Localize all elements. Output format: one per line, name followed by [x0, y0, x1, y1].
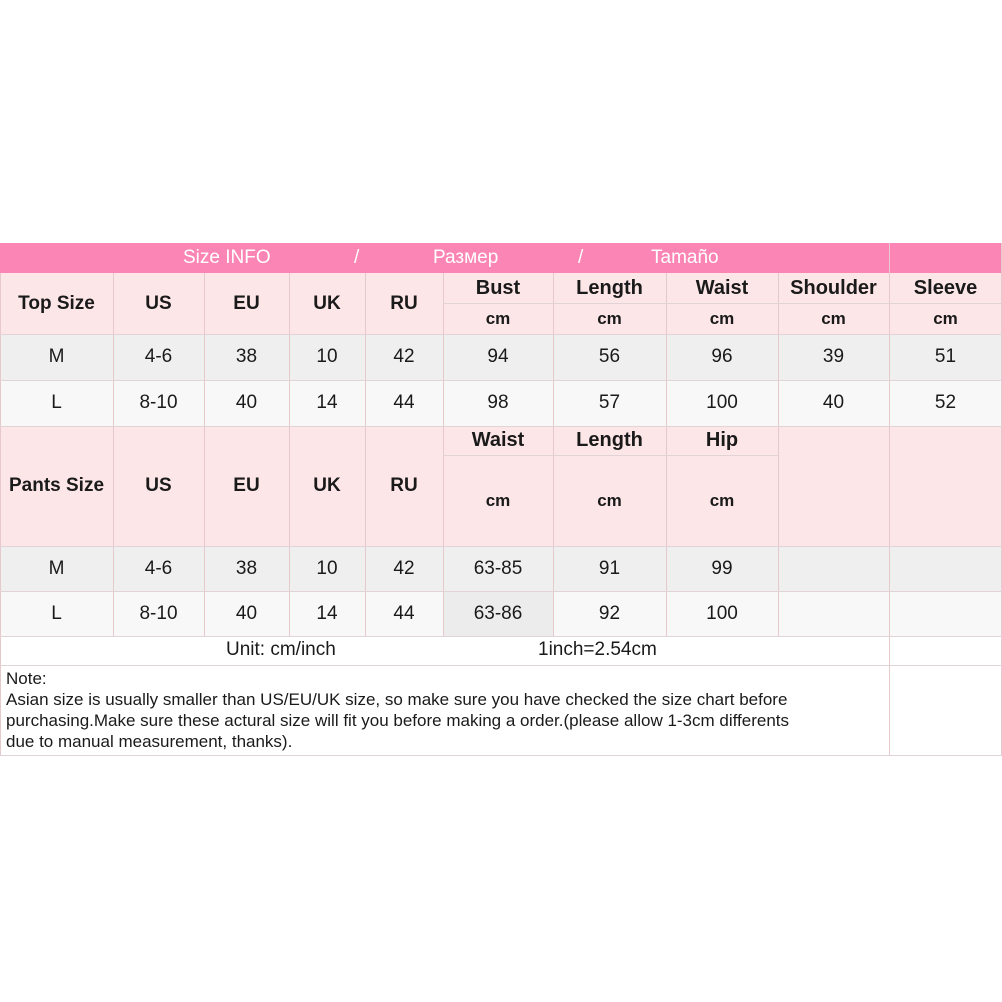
- size-chart: [0, 243, 1002, 756]
- pants-row-cell: 92: [598, 602, 621, 624]
- pants-size-label: Pants Size: [8, 475, 105, 496]
- pants-col-eu: EU: [233, 475, 260, 496]
- title-slash-1: /: [354, 247, 360, 268]
- top-row-cell: 39: [822, 346, 845, 367]
- pants-row-cell: 42: [393, 557, 415, 579]
- pants-measure-length: Length: [576, 429, 643, 451]
- pants-row-cell: 10: [316, 557, 338, 579]
- pants-unit: cm: [485, 490, 511, 510]
- title-en: Size INFO: [183, 247, 271, 268]
- pants-row-cell: M: [48, 557, 65, 579]
- top-unit: cm: [933, 308, 958, 328]
- top-row-cell: 40: [235, 392, 258, 413]
- top-row-cell: 94: [487, 346, 509, 367]
- pants-row-cell: 99: [711, 557, 733, 579]
- top-size-label: Top Size: [18, 292, 95, 314]
- size-note: [6, 668, 886, 752]
- top-row-cell: 42: [393, 346, 415, 367]
- note-line-2: purchasing.Make sure these actural size will fit you before making a order.(please allow 1-3cm differents: [6, 711, 790, 730]
- pants-row-cell: 91: [598, 557, 621, 579]
- top-row-cell: 14: [316, 392, 338, 413]
- top-row-cell: 4-6: [144, 346, 173, 367]
- title-slash-2: /: [578, 247, 584, 268]
- pants-col-uk: UK: [313, 475, 341, 496]
- unit-note: Unit: cm/inch: [226, 639, 336, 660]
- pants-row-cell: 63-85: [473, 557, 523, 579]
- top-measure-length: Length: [576, 276, 643, 299]
- top-row-cell: 52: [934, 392, 957, 413]
- title-ru: Размер: [433, 247, 499, 268]
- top-measure-sleeve: Sleeve: [913, 276, 978, 299]
- top-col-eu: EU: [233, 292, 260, 314]
- note-line-1: Asian size is usually smaller than US/EU/UK size, so make sure you have checked the size chart before: [6, 690, 788, 709]
- pants-measure-waist: Waist: [471, 429, 525, 451]
- pants-row-cell: 38: [235, 557, 258, 579]
- top-unit: cm: [597, 308, 622, 328]
- top-row-cell: 8-10: [139, 392, 178, 413]
- top-unit: cm: [821, 308, 846, 328]
- pants-row-cell: 14: [316, 602, 338, 624]
- top-unit: cm: [485, 308, 511, 328]
- pants-row-cell: 63-86: [473, 602, 523, 624]
- top-row-cell: 96: [711, 346, 733, 367]
- top-row-cell: 40: [822, 392, 845, 413]
- top-row-cell: M: [48, 346, 65, 367]
- top-row-cell: 10: [316, 346, 338, 367]
- note-line-3: due to manual measurement, thanks).: [6, 732, 293, 751]
- top-measure-waist: Waist: [695, 276, 749, 299]
- top-col-us: US: [145, 292, 172, 314]
- pants-row-cell: 100: [706, 602, 738, 624]
- pants-col-ru: RU: [390, 475, 418, 496]
- pants-row-cell: 8-10: [139, 602, 178, 624]
- top-col-ru: RU: [390, 292, 418, 314]
- top-row-cell: 56: [598, 346, 621, 367]
- title-band: [0, 243, 1002, 273]
- pants-row-cell: L: [51, 602, 62, 624]
- top-row-cell: 44: [393, 392, 415, 413]
- pants-col-us: US: [145, 475, 172, 496]
- title-es: Tamaño: [651, 247, 719, 268]
- top-row-cell: 98: [487, 392, 509, 413]
- note-title: Note:: [6, 669, 47, 688]
- top-measure-shoulder: Shoulder: [790, 276, 877, 299]
- conversion-note: 1inch=2.54cm: [538, 639, 657, 660]
- pants-unit: cm: [709, 490, 735, 510]
- top-row-cell: 51: [934, 346, 957, 367]
- top-row-cell: 38: [235, 346, 258, 367]
- top-row-cell: L: [51, 392, 62, 413]
- top-measure-bust: Bust: [475, 276, 521, 299]
- top-row-cell: 100: [706, 392, 738, 413]
- pants-row-cell: 40: [235, 602, 258, 624]
- top-row-cell: 57: [598, 392, 621, 413]
- top-col-uk: UK: [313, 292, 341, 314]
- pants-row-cell: 44: [393, 602, 415, 624]
- pants-unit: cm: [597, 490, 622, 510]
- top-unit: cm: [709, 308, 735, 328]
- pants-measure-hip: Hip: [705, 429, 739, 451]
- pants-row-cell: 4-6: [144, 557, 173, 579]
